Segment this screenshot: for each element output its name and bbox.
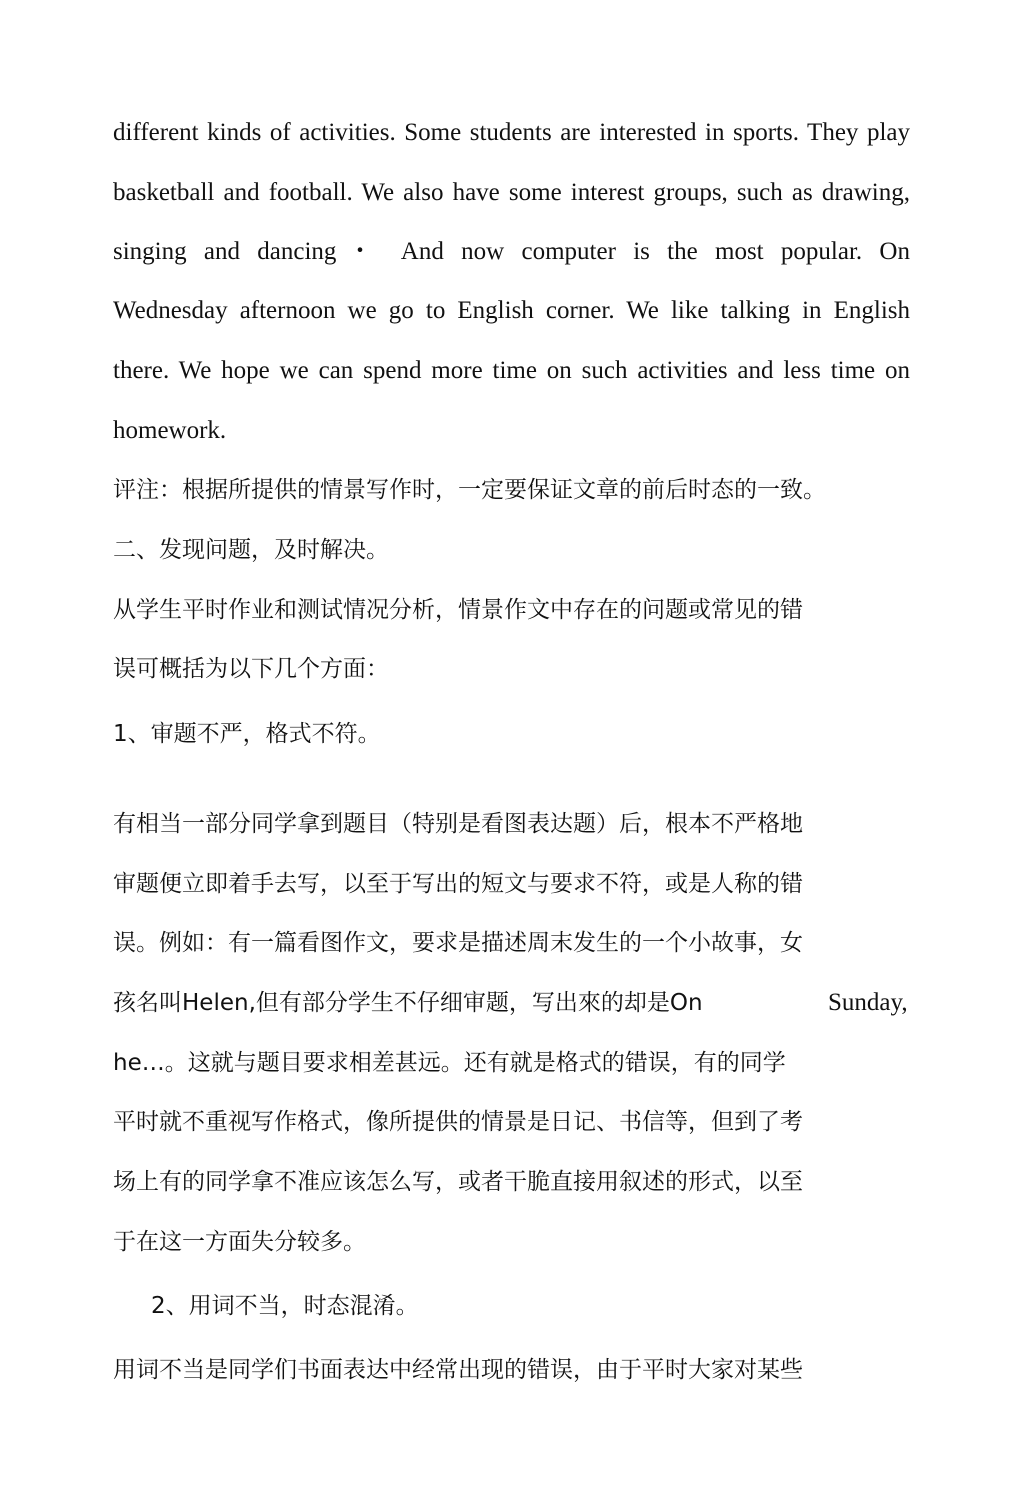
- comment-line: 评注：根据所提供的情景写作时，一定要保证文章的前后时态的一致。: [113, 477, 826, 503]
- point-1-line-8: 于在这一方面失分较多。: [113, 1229, 366, 1255]
- point-1-line-6: 平时就不重视写作格式，像所提供的情景是日记、书信等，但到了考: [113, 1109, 803, 1135]
- paragraph-line-4: Wednesday afternoon we go to English corner. We like talking in English: [113, 297, 910, 324]
- intro-line-1: 从学生平时作业和测试情况分析，情景作文中存在的问题或常见的错: [113, 597, 803, 623]
- section-2-heading: 二、发现问题，及时解决。: [113, 537, 389, 563]
- point-2-line-1: 用词不当是同学们书面表达中经常出现的错误，由于平时大家对某些: [113, 1357, 803, 1383]
- paragraph-line-5: there. We hope we can spend more time on such activities and less time on: [113, 357, 910, 384]
- paragraph-line-3: singing and dancing・ And now computer is the most popular. On: [113, 238, 910, 265]
- paragraph-line-6: homework.: [113, 417, 227, 444]
- paragraph-line-1: different kinds of activities. Some students are interested in sports. They play: [113, 119, 910, 146]
- intro-line-2: 误可概括为以下几个方面：: [113, 656, 389, 682]
- point-1-line-5: he…。这就与题目要求相差甚远。还有就是格式的错误，有的同学: [113, 1050, 786, 1076]
- point-1-line-4-end: Sunday,: [828, 989, 908, 1016]
- point-1-heading: 1、审题不严，格式不符。: [113, 721, 381, 747]
- point-1-line-2: 审题便立即着手去写，以至于写出的短文与要求不符，或是人称的错: [113, 871, 803, 897]
- point-1-line-7: 场上有的同学拿不准应该怎么写，或者干脆直接用叙述的形式，以至: [113, 1169, 803, 1195]
- point-1-line-3: 误。例如：有一篇看图作文，要求是描述周末发生的一个小故事，女: [113, 930, 803, 956]
- point-1-line-1: 有相当一部分同学拿到题目（特别是看图表达题）后，根本不严格地: [113, 811, 803, 837]
- point-1-line-4: 孩名叫Helen,但有部分学生不仔细审题，写出來的却是On: [113, 990, 703, 1016]
- point-2-heading: 2、用词不当，时态混淆。: [151, 1293, 419, 1319]
- paragraph-line-2: basketball and football. We also have some interest groups, such as drawing,: [113, 179, 910, 206]
